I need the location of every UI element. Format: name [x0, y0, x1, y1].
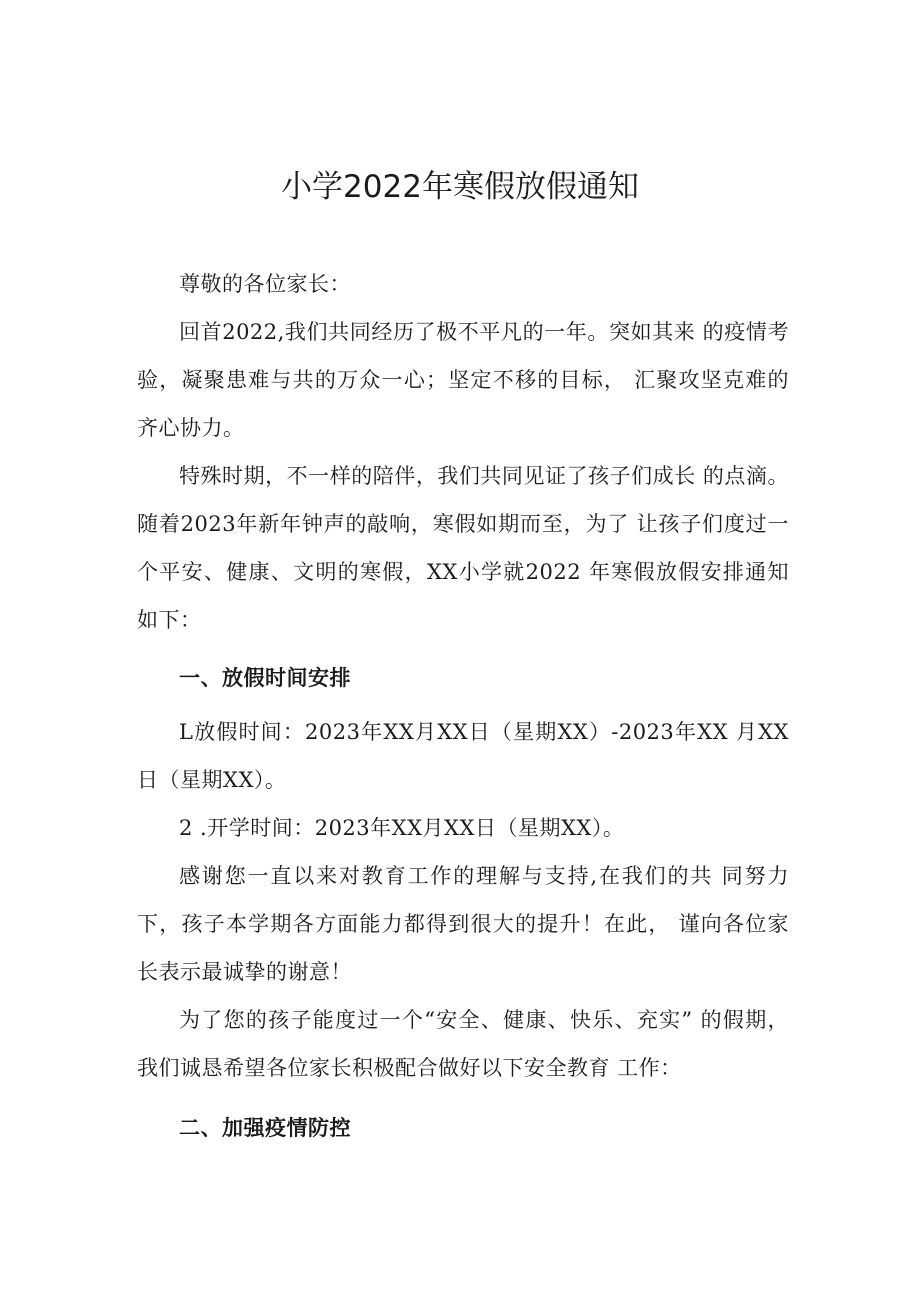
paragraph-review-2022: 回首2022,我们共同经历了极不平凡的一年。突如其来 的疫情考验，凝聚患难与共的万众一心；坚定不移的目标， 汇聚攻坚克难的齐心协力。	[137, 320, 789, 440]
paragraph-safety-request: 为了您的孩子能度过一个“安全、健康、快乐、充实” 的假期，我们诚恳希望各位家长积极配合做好以下安全教育 工作：	[137, 1008, 789, 1080]
salutation: 尊敬的各位家长：	[179, 272, 351, 296]
page-title: 小学2022年寒假放假通知	[281, 169, 639, 205]
schedule-item-holiday-time: L放假时间：2023年XX月XX日（星期XX）-2023年XX 月XX日（星期XX）。	[137, 720, 789, 792]
document-body	[137, 260, 789, 1152]
paragraph-thanks: 感谢您一直以来对教育工作的理解与支持,在我们的共 同努力下，孩子本学期各方面能力都得到很大的提升！在此， 谨向各位家长表示最诚挚的谢意！	[137, 864, 789, 984]
schedule-item-school-start: 2 .开学时间：2023年XX月XX日（星期XX）。	[179, 816, 625, 840]
paragraph-winter-break-intro: 特殊时期，不一样的陪伴，我们共同见证了孩子们成长 的点滴。随着2023年新年钟声的敲响，寒假如期而至，为了 让孩子们度过一个平安、健康、文明的寒假，XX小学就2022 年寒假放假安排通知如下：	[137, 464, 789, 632]
section-heading-schedule: 一、放假时间安排	[179, 666, 351, 690]
section-heading-epidemic: 二、加强疫情防控	[179, 1116, 351, 1140]
